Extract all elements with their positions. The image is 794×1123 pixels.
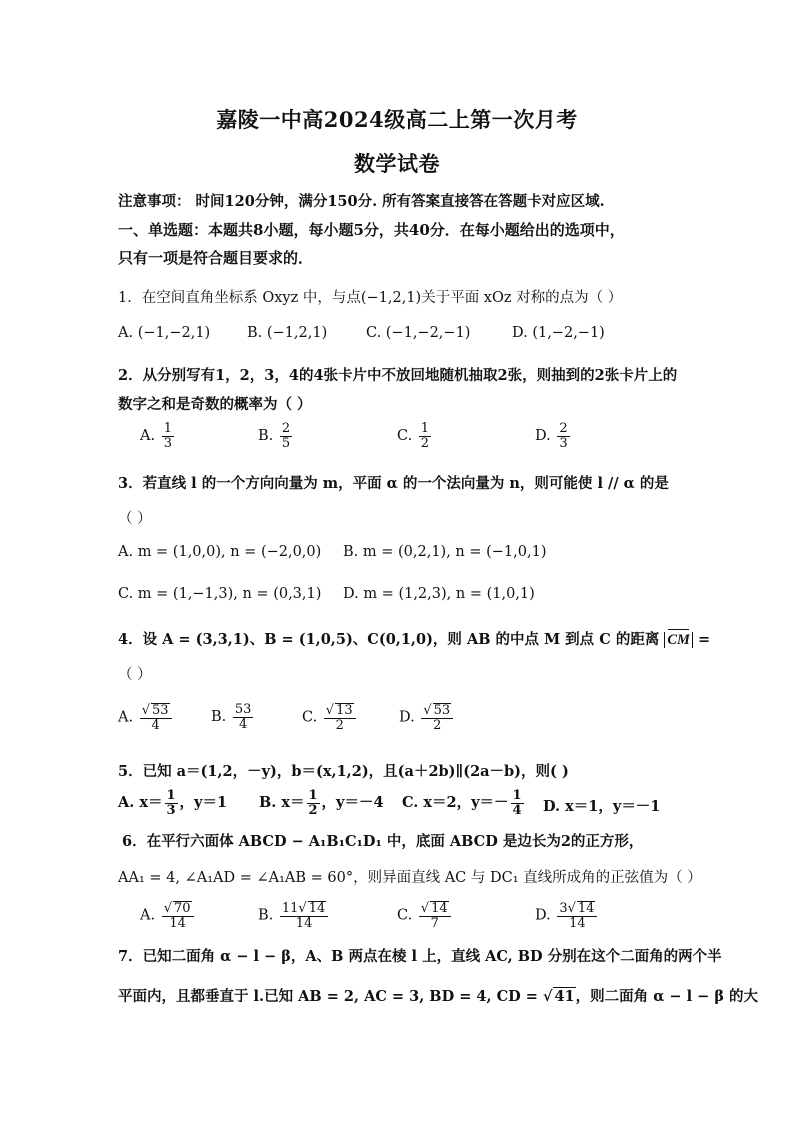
q7-stem-post: ，则二面角 α − l − β 的大 xyxy=(575,988,759,1005)
q2-b-fraction xyxy=(280,422,292,450)
q6-d-coefficient: 3 xyxy=(559,901,568,916)
exam-subtitle: 数学试卷 xyxy=(354,151,440,176)
q4-c-numerator: 13 xyxy=(336,703,353,718)
q6-b-coefficient: 11 xyxy=(281,901,299,916)
q7-radicand: 41 xyxy=(554,988,575,1005)
q2-b-numerator: 2 xyxy=(281,421,291,436)
q6-stem-line1: 6．在平行六面体 ABCD − A₁B₁C₁D₁ 中，底面 ABCD 是边长为2的正方形， xyxy=(122,833,644,850)
q2-option-a xyxy=(140,422,176,450)
q5-b-numerator: 1 xyxy=(308,788,318,803)
q4-option-a xyxy=(118,703,174,732)
q1-option-a: A. (−1,−2,1) xyxy=(118,325,211,341)
q4-c-label: C. xyxy=(302,709,318,726)
q3-option-d: D. m = (1,2,3), n = (1,0,1) xyxy=(343,586,535,602)
sqrt-icon xyxy=(543,988,553,1005)
q4-d-denominator: 2 xyxy=(433,717,442,733)
q6-c-fraction xyxy=(419,901,451,930)
q6-d-fraction xyxy=(557,901,597,930)
section-heading-line2: 只有一项是符合题目要求的． xyxy=(118,249,314,267)
q7-stem-line2 xyxy=(118,985,758,1006)
q4-option-d xyxy=(399,703,455,732)
q2-option-c xyxy=(397,422,433,450)
q2-b-denominator: 5 xyxy=(281,435,291,451)
q1-option-d: D. (1,−2,−1) xyxy=(512,325,605,341)
q4-c-fraction xyxy=(324,703,356,732)
sqrt-icon xyxy=(423,703,431,718)
q5-option-c xyxy=(402,789,526,817)
q4-d-label: D. xyxy=(399,709,415,726)
q4-a-label: A. xyxy=(118,709,134,726)
q3-option-b: B. m = (0,2,1), n = (−1,0,1) xyxy=(343,544,547,560)
sqrt-icon xyxy=(326,703,334,718)
q5-b-pre: B. x＝ xyxy=(259,794,305,812)
q6-option-d xyxy=(535,901,599,930)
q6-option-b xyxy=(258,901,330,930)
q4-b-numerator: 53 xyxy=(234,702,252,717)
q2-d-denominator: 3 xyxy=(559,435,568,451)
q2-d-fraction xyxy=(557,422,569,450)
q5-c-numerator: 1 xyxy=(512,788,522,803)
q4-cm-vector: CM xyxy=(667,632,690,648)
q5-stem: 5．已知 a＝(1,2，－y)，b＝(x,1,2)，且(a＋2b)∥(2a－b)，则( ) xyxy=(118,763,569,780)
section-heading-line1: 一、单选题：本题共8小题，每小题5分，共40分．在每小题给出的选项中， xyxy=(118,221,625,239)
q6-b-numerator: 14 xyxy=(308,901,326,916)
q2-b-label: B. xyxy=(258,428,274,445)
q2-c-denominator: 2 xyxy=(420,435,430,451)
q2-d-label: D. xyxy=(535,428,551,445)
sqrt-icon xyxy=(421,901,429,916)
q2-stem-line1: 2．从分别写有1，2，3，4的4张卡片中不放回地随机抽取2张，则抽到的2张卡片上的 xyxy=(118,367,678,384)
q4-option-b xyxy=(211,703,255,731)
q4-d-fraction xyxy=(421,703,453,732)
q6-stem-line2: AA₁ = 4, ∠A₁AD = ∠A₁AB = 60°，则异面直线 AC 与 DC₁ 直线所成角的正弦值为（ ） xyxy=(118,870,702,886)
q6-a-denominator: 14 xyxy=(169,915,186,931)
q2-option-b xyxy=(258,422,294,450)
q2-c-fraction xyxy=(419,422,431,450)
sqrt-icon xyxy=(164,901,172,916)
q6-b-denominator: 14 xyxy=(295,915,313,931)
q2-a-label: A. xyxy=(140,428,156,445)
q5-c-fraction xyxy=(511,789,524,817)
q5-a-numerator: 1 xyxy=(166,788,176,803)
q5-a-pre: A. x＝ xyxy=(118,794,163,812)
q4-b-denominator: 4 xyxy=(239,716,248,732)
q5-b-fraction xyxy=(307,789,320,817)
q4-b-label: B. xyxy=(211,709,227,726)
q5-a-denominator: 3 xyxy=(166,802,176,818)
q5-b-post: ，y＝－4 xyxy=(321,794,384,812)
q6-b-label: B. xyxy=(258,907,274,924)
q6-d-denominator: 14 xyxy=(569,915,586,931)
q3-stem-line2: （ ） xyxy=(118,511,152,527)
q4-a-numerator: 53 xyxy=(152,703,169,718)
q5-option-b xyxy=(259,789,384,817)
q6-d-numerator: 14 xyxy=(577,901,595,916)
q4-cm-magnitude xyxy=(664,632,693,648)
q4-stem-line2: （ ） xyxy=(118,667,152,683)
q2-option-d xyxy=(535,422,572,450)
q6-a-fraction xyxy=(162,901,194,930)
q4-equals: = xyxy=(698,631,711,648)
q5-a-fraction xyxy=(165,789,178,817)
q6-a-numerator: 70 xyxy=(174,901,191,916)
q4-c-denominator: 2 xyxy=(335,717,344,733)
q2-c-label: C. xyxy=(397,428,413,445)
q2-c-numerator: 1 xyxy=(420,421,430,436)
q5-option-d: D. x＝1，y＝－1 xyxy=(543,798,661,815)
q5-a-post: ，y＝1 xyxy=(179,794,228,812)
q2-a-numerator: 1 xyxy=(163,421,172,436)
q4-option-c xyxy=(302,703,358,732)
q2-d-numerator: 2 xyxy=(559,421,568,436)
notice: 注意事项： 时间120分钟，满分150分. 所有答案直接答在答题卡对应区域. xyxy=(118,193,605,210)
q2-stem-line2: 数字之和是奇数的概率为（ ） xyxy=(118,396,312,413)
q1-option-c: C. (−1,−2,−1) xyxy=(366,325,471,341)
q5-c-pre: C. x＝2，y＝－ xyxy=(402,794,509,812)
q3-option-a: A. m = (1,0,0), n = (−2,0,0) xyxy=(118,544,322,560)
q6-c-denominator: 7 xyxy=(430,915,439,931)
q6-d-label: D. xyxy=(535,907,551,924)
q1-option-b: B. (−1,2,1) xyxy=(247,325,328,341)
q2-a-denominator: 3 xyxy=(163,435,172,451)
q2-a-fraction xyxy=(162,422,174,450)
sqrt-icon xyxy=(142,703,150,718)
q5-option-a xyxy=(118,789,227,817)
q6-c-label: C. xyxy=(397,907,413,924)
sqrt-icon xyxy=(568,901,576,916)
exam-title: 嘉陵一中高2024级高二上第一次月考 xyxy=(216,107,578,132)
q3-option-c: C. m = (1,−1,3), n = (0,3,1) xyxy=(118,586,322,602)
q4-stem-text: 4．设 A = (3,3,1)、B = (1,0,5)、C(0,1,0)，则 AB 的中点 M 到点 C 的距离 xyxy=(118,631,660,648)
q5-c-denominator: 4 xyxy=(512,802,522,818)
q7-stem-pre: 平面内，且都垂直于 l.已知 AB = 2, AC = 3, BD = 4, CD = xyxy=(118,988,543,1005)
q6-c-numerator: 14 xyxy=(431,901,448,916)
q3-stem-line1: 3．若直线 l 的一个方向向量为 m，平面 α 的一个法向量为 n，则可能使 l // α 的是 xyxy=(118,475,669,492)
q4-b-fraction xyxy=(233,703,254,731)
q6-b-fraction xyxy=(280,901,328,930)
q4-a-fraction xyxy=(140,703,172,732)
q4-d-numerator: 53 xyxy=(433,703,451,718)
q6-option-c xyxy=(397,901,453,930)
q1-stem: 1．在空间直角坐标系 Oxyz 中，与点(−1,2,1)关于平面 xOz 对称的点为（ ） xyxy=(118,290,623,306)
q4-stem-line1 xyxy=(118,628,710,649)
q6-a-label: A. xyxy=(140,907,156,924)
q6-option-a xyxy=(140,901,196,930)
q5-b-denominator: 2 xyxy=(308,802,318,818)
q4-a-denominator: 4 xyxy=(151,717,160,733)
sqrt-icon xyxy=(298,901,306,916)
q7-stem-line1: 7．已知二面角 α − l − β，A、B 两点在棱 l 上，直线 AC, BD 分别在这个二面角的两个半 xyxy=(118,948,722,965)
